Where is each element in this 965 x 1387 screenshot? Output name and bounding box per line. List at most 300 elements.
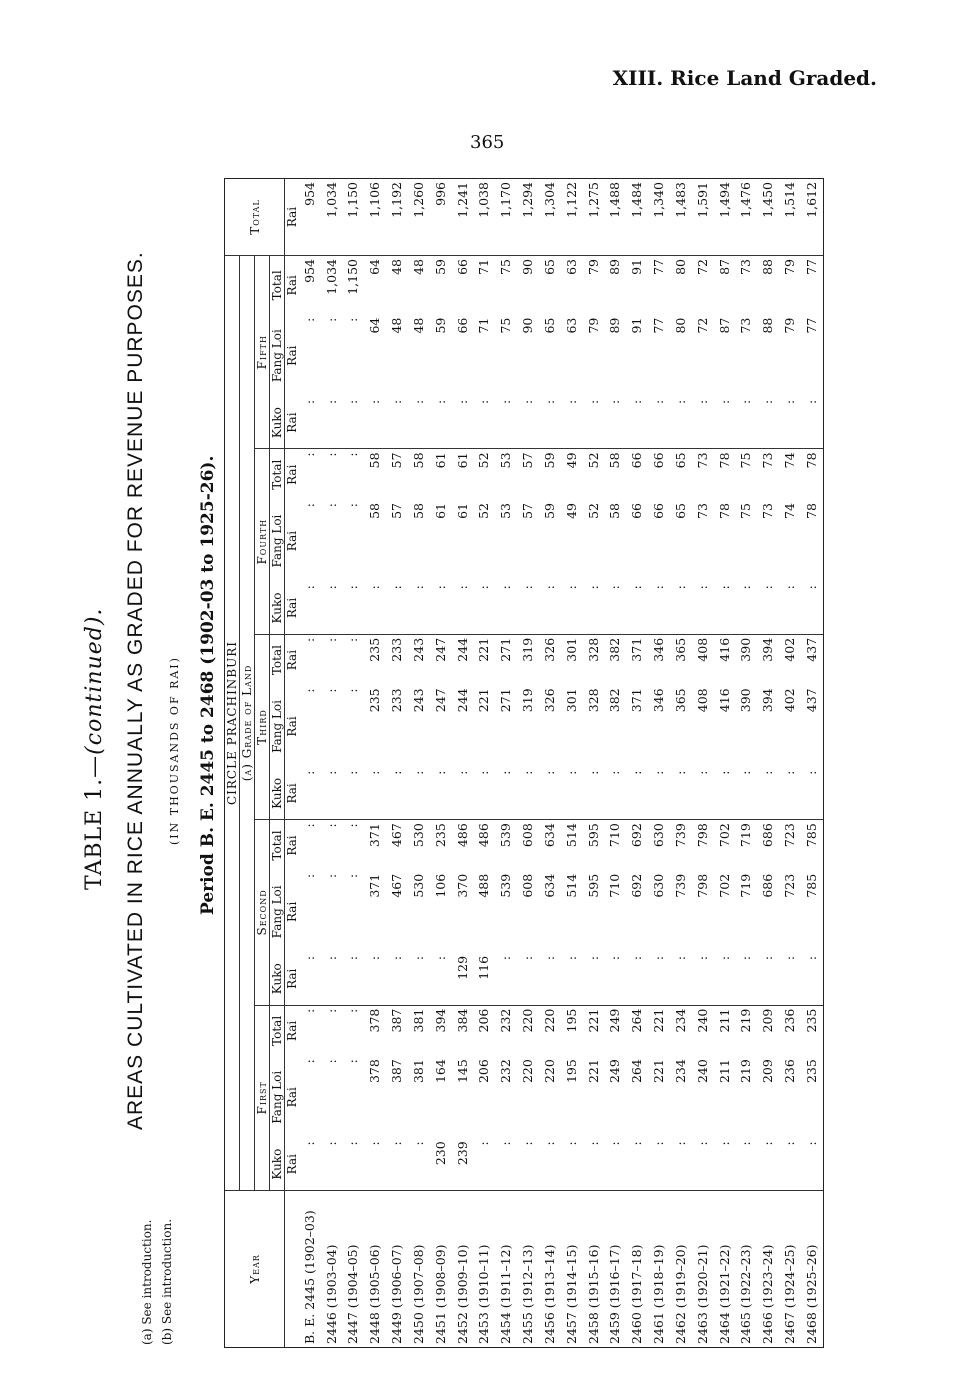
table-row xyxy=(474,179,496,1347)
value-cell: 247 xyxy=(432,637,448,662)
value-cell: 416 xyxy=(716,637,732,662)
value-cell: : xyxy=(757,582,779,634)
value-cell: : xyxy=(301,503,317,508)
unit-cell: Rai xyxy=(285,768,300,820)
value-cell: : xyxy=(323,503,339,508)
value-cell: 244 xyxy=(454,637,470,662)
value-cell: 1,034 xyxy=(321,179,343,256)
value-cell: : xyxy=(495,953,517,1005)
data-table xyxy=(225,179,823,1347)
value-cell: 195 xyxy=(563,1008,579,1033)
value-cell: 595 xyxy=(585,823,601,848)
value-cell: 65 xyxy=(672,452,688,469)
value-cell: : xyxy=(605,768,627,820)
value-cell: : xyxy=(583,953,605,1005)
value-cell: : xyxy=(736,953,758,1005)
value-cell: 75 xyxy=(738,452,754,469)
value-cell: : xyxy=(561,582,583,634)
value-cell: 220 xyxy=(520,1059,536,1084)
value-cell: 78 xyxy=(716,503,732,519)
value-cell: 1,484 xyxy=(626,179,648,256)
value-cell: : xyxy=(343,397,365,449)
year-cell: 2456 (1913–14) xyxy=(539,1191,561,1348)
value-cell: : xyxy=(323,1059,339,1064)
value-cell: 52 xyxy=(585,503,601,519)
value-cell: 90 xyxy=(520,259,536,275)
value-cell: : xyxy=(345,823,361,828)
value-cell: : xyxy=(408,768,430,820)
value-cell: 53 xyxy=(498,452,514,469)
value-cell: 77 xyxy=(651,317,667,334)
value-cell: : xyxy=(299,582,321,634)
value-cell: : xyxy=(321,397,343,449)
value-cell: : xyxy=(605,397,627,449)
value-cell: 723 xyxy=(782,823,798,848)
year-cell: 2449 (1906–07) xyxy=(386,1191,408,1348)
value-cell: 467 xyxy=(389,823,405,848)
value-cell: : xyxy=(801,768,823,820)
subcolumn-header: Kuko xyxy=(270,1148,284,1180)
value-cell: : xyxy=(301,1008,317,1013)
value-cell: 370 xyxy=(454,873,470,898)
value-cell: 1,192 xyxy=(386,179,408,256)
value-cell: 264 xyxy=(629,1008,645,1033)
value-cell: 1,034 xyxy=(323,259,339,295)
value-cell: 719 xyxy=(738,873,754,898)
value-cell: 79 xyxy=(782,259,798,275)
value-cell: 75 xyxy=(498,259,514,275)
value-cell: 514 xyxy=(563,823,579,848)
value-cell: : xyxy=(301,317,317,322)
value-cell: 66 xyxy=(629,503,645,519)
value-cell: : xyxy=(779,953,801,1005)
value-cell: 53 xyxy=(498,503,514,519)
footnote-b: (b) See introduction. xyxy=(160,1218,174,1345)
value-cell: 79 xyxy=(585,317,601,334)
unit-cell: Rai xyxy=(285,464,299,485)
value-cell: 77 xyxy=(651,259,667,275)
value-cell: : xyxy=(583,397,605,449)
value-cell: 233 xyxy=(389,637,405,662)
year-cell: 2460 (1917–18) xyxy=(626,1191,648,1348)
value-cell: 1,514 xyxy=(779,179,801,256)
value-cell: 59 xyxy=(432,259,448,275)
value-cell: : xyxy=(539,582,561,634)
value-cell: 52 xyxy=(476,452,492,469)
value-cell: 71 xyxy=(476,259,492,275)
value-cell: 220 xyxy=(520,1008,536,1033)
value-cell: : xyxy=(364,582,386,634)
value-cell: 220 xyxy=(541,1008,557,1033)
value-cell: 634 xyxy=(541,823,557,848)
value-cell: 233 xyxy=(389,688,405,713)
value-cell: 59 xyxy=(432,317,448,334)
value-cell: 236 xyxy=(782,1059,798,1084)
value-cell: 243 xyxy=(410,637,426,662)
subcolumn-header: Kuko xyxy=(270,768,285,820)
value-cell: 77 xyxy=(803,317,819,334)
value-cell: : xyxy=(670,582,692,634)
year-cell: 2452 (1909–10) xyxy=(452,1191,474,1348)
grade-header-fourth: Fourth xyxy=(255,449,270,634)
value-cell: 249 xyxy=(607,1008,623,1033)
year-cell: 2447 (1904–05) xyxy=(343,1191,365,1348)
value-cell: : xyxy=(626,582,648,634)
value-cell: : xyxy=(408,582,430,634)
value-cell: : xyxy=(364,768,386,820)
table-row xyxy=(452,179,474,1347)
value-cell: 58 xyxy=(607,452,623,469)
value-cell: 692 xyxy=(629,873,645,898)
value-cell: : xyxy=(386,397,408,449)
unit-cell: Rai xyxy=(285,901,299,923)
value-cell: 394 xyxy=(760,637,776,662)
value-cell: 59 xyxy=(541,452,557,469)
value-cell: 1,450 xyxy=(757,179,779,256)
value-cell: 221 xyxy=(585,1059,601,1084)
year-cell: 2455 (1912–13) xyxy=(517,1191,539,1348)
value-cell: 996 xyxy=(430,179,452,256)
grade-header-second: Second xyxy=(255,820,270,1005)
value-cell: 319 xyxy=(520,688,536,713)
value-cell: 221 xyxy=(651,1059,667,1084)
value-cell: : xyxy=(757,953,779,1005)
value-cell: 209 xyxy=(760,1008,776,1033)
value-cell: : xyxy=(648,397,670,449)
rice-land-table xyxy=(224,178,824,1348)
value-cell: 63 xyxy=(563,259,579,275)
value-cell: : xyxy=(364,953,386,1005)
value-cell: : xyxy=(539,768,561,820)
value-cell: : xyxy=(430,953,452,1005)
table-row xyxy=(736,179,758,1347)
value-cell: 271 xyxy=(498,688,514,713)
value-cell: 239 xyxy=(454,1141,470,1166)
value-cell: 382 xyxy=(607,637,623,662)
value-cell: : xyxy=(626,397,648,449)
value-cell: : xyxy=(801,953,823,1005)
value-cell: 90 xyxy=(520,317,536,334)
value-cell: 488 xyxy=(476,873,492,898)
value-cell: : xyxy=(430,582,452,634)
value-cell: 89 xyxy=(607,259,623,275)
value-cell: : xyxy=(323,688,339,693)
value-cell: 221 xyxy=(476,688,492,713)
value-cell: : xyxy=(670,953,692,1005)
value-cell: 702 xyxy=(716,873,732,898)
value-cell: 48 xyxy=(389,317,405,334)
table-row xyxy=(364,179,386,1347)
table-row xyxy=(583,179,605,1347)
grade-header-third: Third xyxy=(255,634,270,819)
value-cell: 73 xyxy=(738,317,754,334)
value-cell: : xyxy=(779,397,801,449)
value-cell: 129 xyxy=(452,953,474,1005)
value-cell: 235 xyxy=(367,688,383,713)
year-cell: 2463 (1920–21) xyxy=(692,1191,714,1348)
table-row xyxy=(386,179,408,1347)
year-cell: 2459 (1916–17) xyxy=(605,1191,627,1348)
value-cell: 57 xyxy=(520,503,536,519)
year-cell: 2448 (1905–06) xyxy=(364,1191,386,1348)
value-cell: 61 xyxy=(432,452,448,469)
value-cell: 1,260 xyxy=(408,179,430,256)
value-cell: : xyxy=(714,582,736,634)
value-cell: : xyxy=(299,397,321,449)
value-cell: 514 xyxy=(563,873,579,898)
value-cell: 387 xyxy=(389,1008,405,1033)
value-cell: 206 xyxy=(476,1059,492,1084)
value-cell: 384 xyxy=(454,1008,470,1033)
value-cell: : xyxy=(605,953,627,1005)
value-cell: 378 xyxy=(367,1059,383,1084)
value-cell: 77 xyxy=(803,259,819,275)
value-cell: 686 xyxy=(760,823,776,848)
value-cell: 408 xyxy=(694,637,710,662)
value-cell: : xyxy=(517,397,539,449)
value-cell: 467 xyxy=(389,873,405,898)
value-cell: 79 xyxy=(585,259,601,275)
value-cell: 234 xyxy=(672,1008,688,1033)
value-cell: : xyxy=(539,953,561,1005)
value-cell: : xyxy=(301,1059,317,1064)
value-cell: : xyxy=(692,953,714,1005)
value-cell: : xyxy=(408,953,430,1005)
value-cell: : xyxy=(585,1141,601,1146)
value-cell: : xyxy=(714,953,736,1005)
unit-cell: Rai xyxy=(285,275,299,296)
value-cell: : xyxy=(648,768,670,820)
value-cell: 49 xyxy=(563,503,579,519)
value-cell: : xyxy=(648,582,670,634)
value-cell: 219 xyxy=(738,1008,754,1033)
value-cell: 271 xyxy=(498,637,514,662)
value-cell: : xyxy=(782,1141,798,1146)
value-cell: 394 xyxy=(760,688,776,713)
value-cell: : xyxy=(760,1141,776,1146)
value-cell: : xyxy=(452,582,474,634)
value-cell: : xyxy=(345,1008,361,1013)
value-cell: : xyxy=(301,823,317,828)
table-label: TABLE 1. xyxy=(82,777,107,890)
value-cell: : xyxy=(716,1141,732,1146)
value-cell: : xyxy=(323,823,339,828)
value-cell: : xyxy=(801,397,823,449)
value-cell: : xyxy=(301,452,317,457)
continued-label: —(continued). xyxy=(82,607,107,778)
value-cell: 64 xyxy=(367,317,383,334)
value-cell: : xyxy=(561,953,583,1005)
value-cell: : xyxy=(323,1008,339,1013)
value-cell: 48 xyxy=(410,259,426,275)
value-cell: : xyxy=(561,768,583,820)
value-cell: : xyxy=(430,768,452,820)
value-cell: 381 xyxy=(410,1059,426,1084)
subcolumn-header: Fang Loi xyxy=(270,700,284,753)
value-cell: : xyxy=(410,1141,426,1146)
unit-cell: Rai xyxy=(285,1087,299,1108)
value-cell: 1,483 xyxy=(670,179,692,256)
unit-cell: Rai xyxy=(285,1020,299,1042)
value-cell: 371 xyxy=(367,873,383,898)
value-cell: 65 xyxy=(541,317,557,334)
value-cell: 58 xyxy=(367,503,383,519)
value-cell: 73 xyxy=(738,259,754,275)
value-cell: 57 xyxy=(389,452,405,469)
value-cell: : xyxy=(495,397,517,449)
value-cell: 73 xyxy=(760,503,776,519)
value-cell: : xyxy=(321,953,343,1005)
year-cell: 2465 (1922–23) xyxy=(736,1191,758,1348)
value-cell: : xyxy=(474,768,496,820)
value-cell: 328 xyxy=(585,637,601,662)
table-row xyxy=(299,179,321,1347)
footnote-a: (a) See introduction. xyxy=(140,1219,154,1345)
value-cell: 1,241 xyxy=(452,179,474,256)
value-cell: 75 xyxy=(738,503,754,519)
value-cell: : xyxy=(323,1141,339,1146)
value-cell: 235 xyxy=(803,1059,819,1084)
value-cell: 230 xyxy=(432,1141,448,1166)
table-row xyxy=(605,179,627,1347)
year-cell: 2458 (1915–16) xyxy=(583,1191,605,1348)
value-cell: 58 xyxy=(410,503,426,519)
unit-cell: Rai xyxy=(285,530,299,552)
table-title xyxy=(82,608,107,890)
table-row xyxy=(495,179,517,1347)
value-cell: 52 xyxy=(585,452,601,469)
grade-header-fifth: Fifth xyxy=(255,256,270,449)
value-cell: 326 xyxy=(541,688,557,713)
value-cell: 328 xyxy=(585,688,601,713)
year-cell: 2457 (1914–15) xyxy=(561,1191,583,1348)
value-cell: 1,275 xyxy=(583,179,605,256)
value-cell: 608 xyxy=(520,823,536,848)
value-cell: 221 xyxy=(651,1008,667,1033)
value-cell: : xyxy=(345,688,361,693)
value-cell: : xyxy=(692,768,714,820)
unit-row xyxy=(285,179,300,1347)
value-cell: 66 xyxy=(454,259,470,275)
unit-cell: Rai xyxy=(285,582,300,634)
value-cell: 723 xyxy=(782,873,798,898)
value-cell: 65 xyxy=(541,259,557,275)
value-cell: : xyxy=(386,953,408,1005)
unit-cell: Rai xyxy=(285,397,300,449)
value-cell: : xyxy=(498,1141,514,1146)
value-cell: : xyxy=(343,582,365,634)
value-cell: 608 xyxy=(520,873,536,898)
value-cell: : xyxy=(520,1141,536,1146)
value-cell: 220 xyxy=(541,1059,557,1084)
value-cell: 371 xyxy=(367,823,383,848)
value-cell: 1,294 xyxy=(517,179,539,256)
value-cell: : xyxy=(672,1141,688,1146)
table-row xyxy=(430,179,452,1347)
page-number: 365 xyxy=(470,132,505,153)
unit-cell: Rai xyxy=(285,835,299,856)
value-cell: 390 xyxy=(738,637,754,662)
table-row xyxy=(626,179,648,1347)
value-cell: : xyxy=(539,397,561,449)
value-cell: : xyxy=(345,873,361,878)
value-cell: 402 xyxy=(782,637,798,662)
value-cell: 1,106 xyxy=(364,179,386,256)
value-cell: 394 xyxy=(432,1008,448,1033)
value-cell: 1,170 xyxy=(495,179,517,256)
value-cell: 630 xyxy=(651,873,667,898)
year-cell: 2446 (1903–04) xyxy=(321,1191,343,1348)
value-cell: : xyxy=(517,582,539,634)
value-cell: : xyxy=(736,582,758,634)
value-cell: : xyxy=(779,768,801,820)
value-cell: 539 xyxy=(498,823,514,848)
value-cell: : xyxy=(738,1141,754,1146)
value-cell: 1,591 xyxy=(692,179,714,256)
value-cell: 232 xyxy=(498,1059,514,1084)
value-cell: 798 xyxy=(694,873,710,898)
value-cell: : xyxy=(736,768,758,820)
table-row xyxy=(561,179,583,1347)
value-cell: : xyxy=(474,397,496,449)
value-cell: : xyxy=(801,582,823,634)
value-cell: 634 xyxy=(541,873,557,898)
table-row xyxy=(408,179,430,1347)
value-cell: : xyxy=(561,397,583,449)
value-cell: 539 xyxy=(498,873,514,898)
unit-cell: Rai xyxy=(285,179,300,256)
subcolumn-header: Fang Loi xyxy=(270,885,284,939)
value-cell: 954 xyxy=(301,259,317,283)
value-cell: 1,038 xyxy=(474,179,496,256)
value-cell: 301 xyxy=(563,688,579,713)
year-cell: 2451 (1908–09) xyxy=(430,1191,452,1348)
value-cell: 73 xyxy=(694,503,710,519)
value-cell: 247 xyxy=(432,688,448,713)
value-cell: : xyxy=(345,452,361,457)
table-row xyxy=(779,179,801,1347)
value-cell: 785 xyxy=(803,823,819,848)
value-cell: : xyxy=(452,768,474,820)
year-cell: 2461 (1918–19) xyxy=(648,1191,670,1348)
value-cell: : xyxy=(583,582,605,634)
value-cell: : xyxy=(345,1141,361,1146)
table-row xyxy=(648,179,670,1347)
table-row xyxy=(670,179,692,1347)
subcolumn-header: Fang Loi xyxy=(270,1070,284,1124)
value-cell: 739 xyxy=(672,823,688,848)
subcolumn-header: Total xyxy=(270,270,284,301)
value-cell: : xyxy=(299,768,321,820)
value-cell: 49 xyxy=(563,452,579,469)
value-cell: 530 xyxy=(410,873,426,898)
value-cell: 235 xyxy=(432,823,448,848)
value-cell: 232 xyxy=(498,1008,514,1033)
value-cell: 702 xyxy=(716,823,732,848)
value-cell: 91 xyxy=(629,259,645,275)
value-cell: : xyxy=(605,582,627,634)
value-cell: 61 xyxy=(432,503,448,519)
value-cell: 78 xyxy=(803,503,819,519)
unit-blank xyxy=(285,1191,300,1348)
value-cell: 61 xyxy=(454,452,470,469)
value-cell: 88 xyxy=(760,259,776,275)
value-cell: : xyxy=(343,953,365,1005)
table-row xyxy=(517,179,539,1347)
value-cell: 264 xyxy=(629,1059,645,1084)
value-cell: : xyxy=(692,397,714,449)
table-row xyxy=(539,179,561,1347)
